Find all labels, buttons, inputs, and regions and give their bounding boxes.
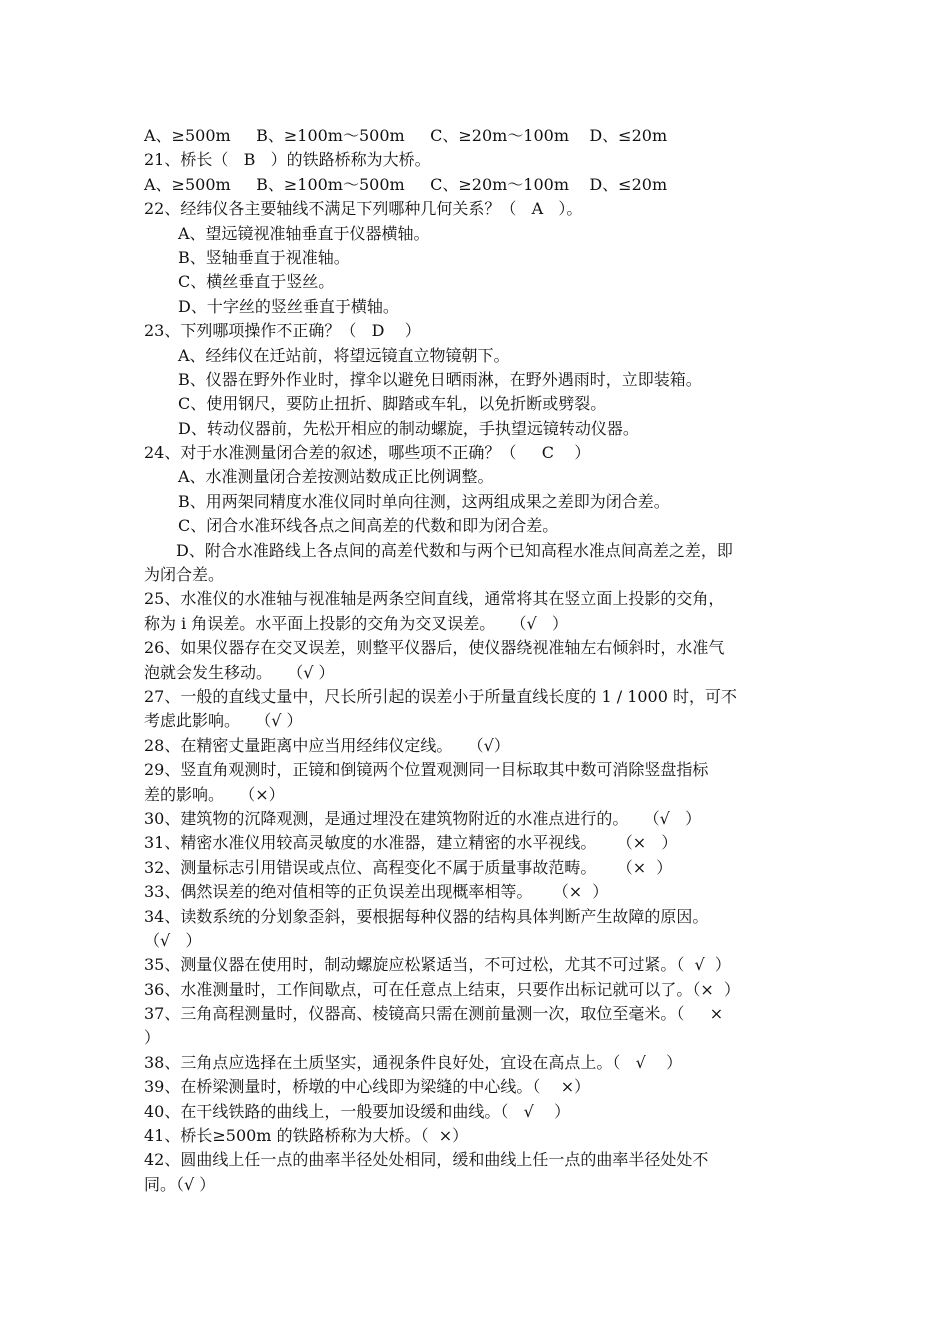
text-line: 32、测量标志引用错误或点位、高程变化不属于质量事故范畴。 （× ） [144, 857, 673, 877]
text-line: 考虑此影响。 （√ ） [144, 711, 303, 731]
option-line: C、闭合水准环线各点之间高差的代数和即为闭合差。 [178, 516, 559, 536]
text-line: 25、水准仪的水准轴与视准轴是两条空间直线，通常将其在竖立面上投影的交角， [144, 589, 725, 609]
text-line: 21、桥长（ B ）的铁路桥称为大桥。 [144, 150, 431, 170]
text-line: 31、精密水准仪用较高灵敏度的水准器，建立精密的水平视线。 （× ） [144, 833, 678, 853]
option-line: D、转动仪器前，先松开相应的制动螺旋，手执望远镜转动仪器。 [178, 418, 639, 438]
text-line: 27、一般的直线丈量中，尺长所引起的误差小于所量直线长度的 1 / 1000 时，可不 [144, 686, 737, 706]
text-line: 37、三角高程测量时，仪器高、棱镜高只需在测前量测一次，取位至毫米。（ × [144, 1004, 724, 1024]
text-line: 30、建筑物的沉降观测，是通过埋没在建筑物附近的水准点进行的。 （√ ） [144, 808, 702, 828]
text-line: 为闭合差。 [144, 565, 225, 585]
text-line: 24、对于水准测量闭合差的叙述，哪些项不正确？（ C ） [144, 443, 591, 463]
text-line: 38、三角点应选择在土质坚实，通视条件良好处，宜设在高点上。（ √ ） [144, 1052, 683, 1072]
text-line: 26、如果仪器存在交叉误差，则整平仪器后，使仪器绕视准轴左右倾斜时，水准气 [144, 638, 725, 658]
text-line: 29、竖直角观测时，正镜和倒镜两个位置观测同一目标取其中数可消除竖盘指标 [144, 760, 709, 780]
text-line: 28、在精密丈量距离中应当用经纬仪定线。 （√） [144, 735, 510, 755]
option-line: B、竖轴垂直于视准轴。 [178, 247, 350, 267]
text-line: A、≥500m B、≥100m～500m C、≥20m～100m D、≤20m [144, 174, 668, 194]
option-line: A、经纬仪在迁站前，将望远镜直立物镜朝下。 [178, 345, 510, 365]
option-line: C、横丝垂直于竖丝。 [178, 272, 335, 292]
option-line: A、水准测量闭合差按测站数成正比例调整。 [178, 467, 494, 487]
text-line: 33、偶然误差的绝对值相等的正负误差出现概率相等。 （× ） [144, 882, 609, 902]
document-body [144, 124, 812, 1197]
text-line: 同。（√ ） [144, 1174, 216, 1194]
text-line: 34、读数系统的分划象歪斜，要根据每种仪器的结构具体判断产生故障的原因。 [144, 906, 709, 926]
text-line: 42、圆曲线上任一点的曲率半径处处相同，缓和曲线上任一点的曲率半径处处不 [144, 1150, 709, 1170]
text-line: 40、在干线铁路的曲线上，一般要加设缓和曲线。（ √ ） [144, 1101, 571, 1121]
option-line: D、十字丝的竖丝垂直于横轴。 [178, 296, 399, 316]
text-line: （√ ） [144, 930, 202, 950]
text-line: 35、测量仪器在使用时，制动螺旋应松紧适当，不可过松，尤其不可过紧。（ √ ） [144, 955, 731, 975]
text-line: 泡就会发生移动。 （√ ） [144, 662, 335, 682]
option-line: D、附合水准路线上各点间的高差代数和与两个已知高程水准点间高差之差，即 [176, 540, 733, 560]
option-line: C、使用钢尺，要防止扭折、脚踏或车轧，以免折断或劈裂。 [178, 394, 607, 414]
text-line: 23、下列哪项操作不正确？（ D ） [144, 321, 421, 341]
text-line: 41、桥长≥500m 的铁路桥称为大桥。（ ×） [144, 1126, 469, 1146]
option-line: B、仪器在野外作业时，撑伞以避免日晒雨淋，在野外遇雨时，立即装箱。 [178, 369, 702, 389]
text-line: 36、水准测量时，工作间歇点，可在任意点上结束，只要作出标记就可以了。（× ） [144, 979, 740, 999]
text-line: A、≥500m B、≥100m～500m C、≥20m～100m D、≤20m [144, 126, 668, 145]
text-line: 22、经纬仪各主要轴线不满足下列哪种几何关系？（ A ）。 [144, 199, 583, 219]
text-line: 39、在桥梁测量时，桥墩的中心线即为梁缝的中心线。（ ×） [144, 1077, 591, 1097]
text-line: ） [144, 1028, 161, 1048]
text-line: 差的影响。 （×） [144, 784, 285, 804]
option-line: A、望远镜视准轴垂直于仪器横轴。 [178, 223, 430, 243]
text-line: 称为 i 角误差。水平面上投影的交角为交叉误差。 （√ ） [144, 613, 569, 633]
option-line: B、用两架同精度水准仪同时单向往测，这两组成果之差即为闭合差。 [178, 491, 670, 511]
